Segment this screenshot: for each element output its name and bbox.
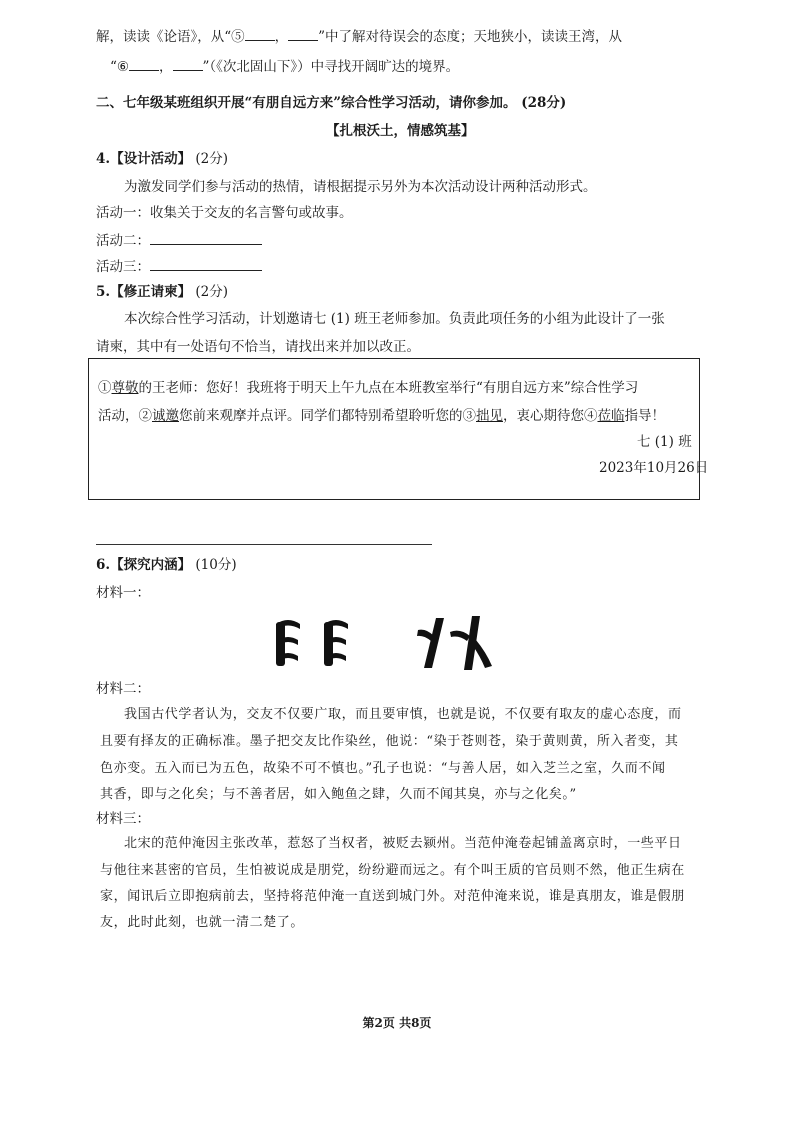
q4-instruction: 为激发同学们参与活动的热情，请根据提示另外为本次活动设计两种活动形式。: [124, 179, 597, 195]
q4-activity-3: [96, 256, 262, 276]
q6-title-line: [96, 556, 237, 574]
q5-title-line: [96, 283, 228, 301]
answer-blank-5b[interactable]: [288, 26, 318, 41]
section-subheading: 【扎根沃土，情感筑基】: [326, 123, 475, 139]
intro-comma: ，: [274, 29, 289, 45]
intro-line-1: [96, 26, 622, 46]
activity-3-label: 活动三：: [96, 259, 150, 275]
material-3-line: 与他往来甚密的官员，生怕被说成是朋党，纷纷避而远之。有个叫王质的官员则不然，他正生病在: [100, 863, 685, 878]
activity-2-label: 活动二：: [96, 233, 150, 249]
answer-blank-5a[interactable]: [245, 26, 275, 41]
intro-text: ”中了解对待误会的态度；天地狭小，读读王湾，从: [318, 29, 623, 45]
invitation-date: 2023年10月26日: [599, 460, 709, 476]
material-3-line: 北宋的范仲淹因主张改革，惹怒了当权者，被贬去颍州。当范仲淹卷起铺盖离京时，一些平日: [124, 836, 682, 851]
marker-1: ①: [98, 380, 112, 396]
invitation-text: 的王老师：您好！我班将于明天上午九点在本班教室举行“有朋自远方来”综合性学习: [138, 380, 639, 396]
q4-activity-2: [96, 230, 262, 250]
q4-title: 4.【设计活动】: [96, 151, 192, 167]
answer-blank-6a[interactable]: [129, 56, 159, 71]
answer-blank-6b[interactable]: [173, 56, 203, 71]
material-2-line: 其香，即与之化矣；与不善者居，如入鲍鱼之肆，久而不闻其臭，亦与之化矣。”: [100, 787, 577, 802]
q5-score: (2分): [195, 284, 229, 300]
q6-score: (10分): [195, 557, 237, 573]
q4-activity-1: 活动一：收集关于交友的名言警句或故事。: [96, 205, 353, 221]
option-2-word[interactable]: 诚邀: [152, 408, 179, 424]
material-2-label: 材料二：: [96, 681, 150, 697]
q5-instruction-1: 本次综合性学习活动，计划邀请七 (1) 班王老师参加。负责此项任务的小组为此设计了一张: [124, 311, 665, 327]
material-3-label: 材料三：: [96, 811, 150, 827]
material-1-label: 材料一：: [96, 585, 150, 601]
material-3-line: 家，闻讯后立即抱病前去，坚持将范仲淹一直送到城门外。对范仲淹来说，谁是真朋友，谁是假朋: [100, 889, 685, 904]
invitation-text: 指导！: [624, 408, 665, 424]
option-4-word[interactable]: 莅临: [597, 408, 625, 424]
intro-line-2: [110, 56, 459, 76]
intro-comma: ，: [159, 59, 173, 75]
q4-score: (2分): [195, 151, 229, 167]
invitation-line-2: [98, 407, 665, 425]
ancient-glyph-left: [276, 620, 348, 666]
invitation-line-1: [98, 379, 638, 397]
divider-rule: [96, 544, 432, 545]
activity-2-answer-line[interactable]: [150, 230, 262, 245]
q6-title: 6.【探究内涵】: [96, 557, 192, 573]
intro-text: ”（《次北固山下》）中寻找开阔旷达的境界。: [202, 59, 460, 75]
q5-instruction-2: 请柬，其中有一处语句不恰当，请找出来并加以改正。: [96, 339, 420, 355]
material-3-line: 友，此时此刻，也就一清二楚了。: [100, 915, 305, 930]
material-2-line: 色亦变。五入而已为五色，故染不可不慎也。”孔子也说：“与善人居，如入芝兰之室，久而不闻: [100, 761, 666, 776]
section-heading: 二、七年级某班组织开展“有朋自远方来”综合性学习活动，请你参加。 (28分): [96, 95, 567, 111]
invitation-text: 您前来观摩并点评。同学们都特别希望聆听您的③: [179, 408, 476, 424]
q5-title: 5.【修正请柬】: [96, 284, 192, 300]
q4-title-line: [96, 150, 228, 168]
ancient-glyph-figure: [266, 610, 506, 678]
activity-3-answer-line[interactable]: [150, 256, 262, 271]
page-number: 第2页 共8页: [362, 1016, 432, 1030]
material-2-line: 且要有择友的正确标准。墨子把交友比作染丝，他说：“染于苍则苍，染于黄则黄，所入者变，其: [100, 734, 679, 749]
material-2-line: 我国古代学者认为，交友不仅要广取，而且要审慎，也就是说，不仅要有取友的虚心态度，而: [124, 707, 682, 722]
intro-text: “⑥: [110, 59, 130, 75]
invitation-signature: 七 (1) 班: [637, 434, 692, 450]
invitation-box: [88, 358, 709, 500]
intro-text: 解，读读《论语》，从“⑤: [96, 29, 245, 45]
invitation-text: 活动，②: [98, 408, 152, 424]
ancient-glyph-right: [417, 616, 492, 670]
option-1-word[interactable]: 尊敬: [111, 380, 139, 396]
option-3-word[interactable]: 拙见: [476, 408, 503, 424]
invitation-text: ，衷心期待您④: [503, 408, 598, 424]
